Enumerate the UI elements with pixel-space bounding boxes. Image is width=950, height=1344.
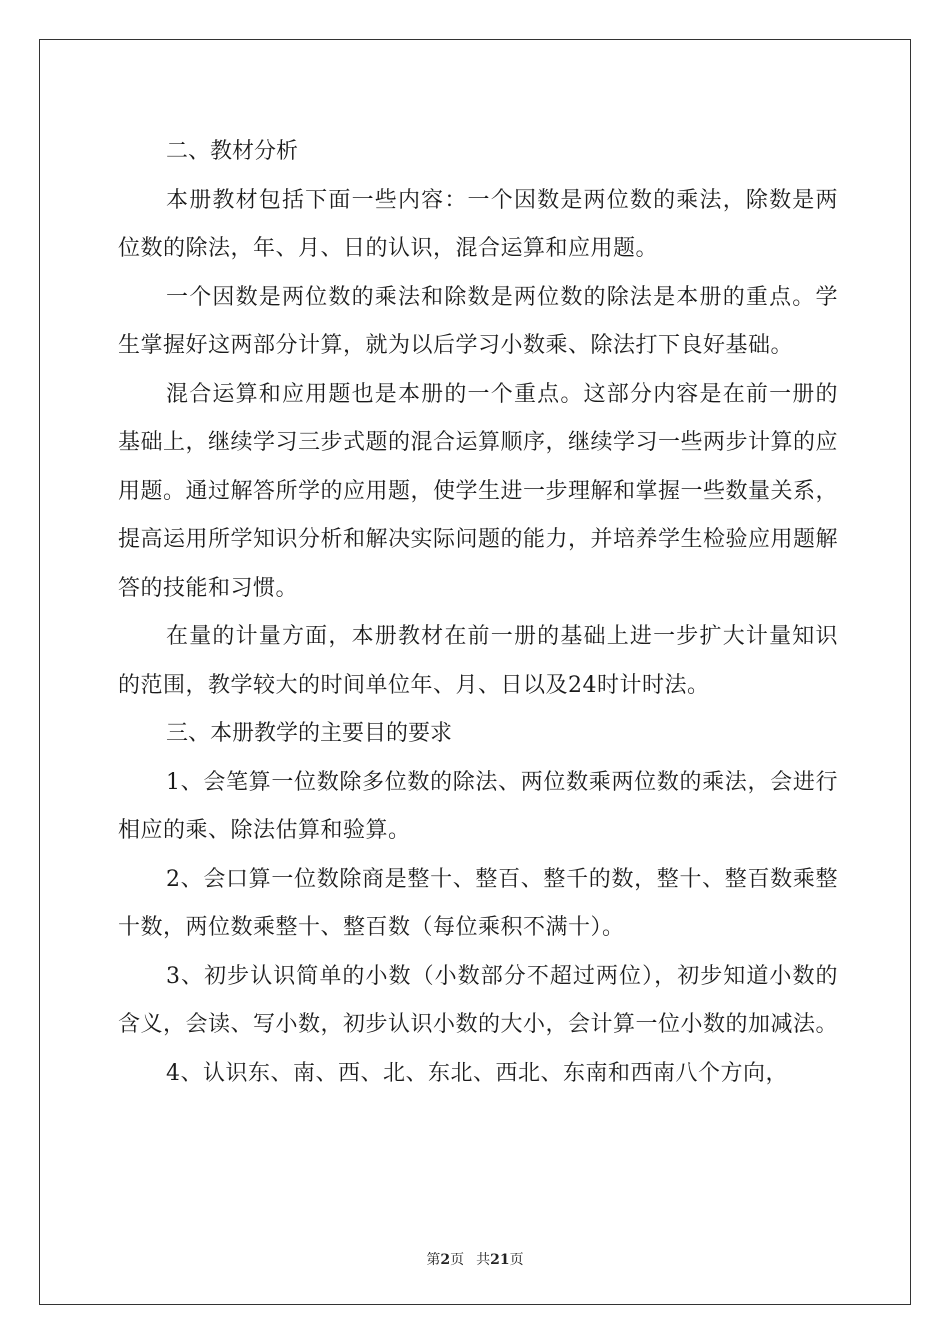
page-suffix: 页 — [450, 1252, 465, 1268]
total-suffix: 页 — [509, 1252, 524, 1268]
section-heading-objectives: 三、本册教学的主要目的要求 — [166, 721, 453, 746]
paragraph-measurement: 在量的计量方面，本册教材在前一册的基础上进一步扩大计量知识的范围，教学较大的时间单位年、月、日以及24时计时法。 — [118, 624, 838, 698]
page-prefix: 第 — [426, 1252, 441, 1268]
paragraph-key-points: 一个因数是两位数的乘法和除数是两位数的除法是本册的重点。学生掌握好这两部分计算，就为以后学习小数乘、除法打下良好基础。 — [118, 284, 838, 358]
paragraph-objective-1: 1、会笔算一位数除多位数的除法、两位数乘两位数的乘法，会进行相应的乘、除法估算和验算。 — [118, 769, 838, 843]
paragraph-objective-3: 3、初步认识简单的小数（小数部分不超过两位），初步知道小数的含义，会读、写小数，初步认识小数的大小，会计算一位小数的加减法。 — [118, 963, 839, 1037]
document-body — [118, 128, 838, 1098]
page-current: 2 — [440, 1252, 451, 1268]
section-heading-materials: 二、教材分析 — [166, 139, 299, 164]
paragraph-objective-4: 4、认识东、南、西、北、东北、西北、东南和西南八个方向， — [166, 1060, 788, 1086]
page-total: 21 — [490, 1252, 510, 1268]
paragraph-contents: 本册教材包括下面一些内容：一个因数是两位数的乘法，除数是两位数的除法，年、月、日的认识，混合运算和应用题。 — [118, 187, 838, 261]
page-footer — [0, 1249, 950, 1269]
paragraph-mixed-operations: 混合运算和应用题也是本册的一个重点。这部分内容是在前一册的基础上，继续学习三步式题的混合运算顺序，继续学习一些两步计算的应用题。通过解答所学的应用题，使学生进一步理解和掌握一些数量关系，提高运用所学知识分析和解决实际问题的能力，并培养学生检验应用题解答的技能和习惯。 — [118, 381, 839, 601]
paragraph-objective-2: 2、会口算一位数除商是整十、整百、整千的数，整十、整百数乘整十数，两位数乘整十、整百数（每位乘积不满十）。 — [118, 866, 838, 940]
total-prefix: 共 — [476, 1252, 491, 1268]
